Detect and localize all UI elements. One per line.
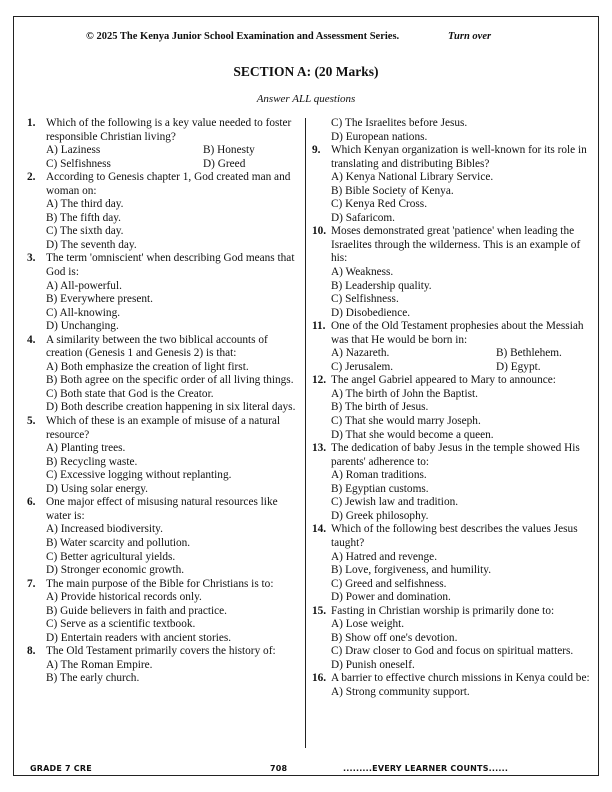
answer-option: C) Better agricultural yields. [46, 550, 176, 563]
question-stem [27, 252, 299, 279]
answer-option: D) Both describe creation happening in six literal days. [46, 401, 296, 414]
question-stem [27, 117, 299, 144]
answer-option: B) The birth of Jesus. [331, 401, 429, 414]
question-block [312, 523, 592, 604]
question-text: A similarity between the two biblical accounts of creation (Genesis 1 and Genesis 2) is that: [46, 333, 268, 360]
answer-option: C) The sixth day. [46, 225, 124, 238]
answer-option: A) Provide historical records only. [46, 591, 202, 604]
answer-option: C) Selfishness [46, 157, 111, 170]
question-text: The dedication of baby Jesus in the temple showed His parents' adherence to: [331, 442, 580, 468]
left-column [27, 117, 299, 686]
answer-option: D) Unchanging. [46, 320, 119, 333]
answer-option: C) Excessive logging without replanting. [46, 469, 232, 482]
turn-over-label: Turn over [448, 31, 492, 42]
question-text: A barrier to effective church missions in Kenya could be: [331, 672, 590, 685]
question-number: 12. [312, 374, 327, 387]
answer-option: A) Both emphasize the creation of light first. [46, 360, 249, 373]
question-stem [27, 496, 299, 523]
question-stem [312, 320, 592, 347]
answer-option: B) Everywhere present. [46, 293, 153, 306]
question-number: 14. [312, 523, 327, 536]
answer-option: A) Lose weight. [331, 618, 405, 631]
question-block [27, 252, 299, 333]
question-block [312, 374, 592, 442]
question-stem [27, 171, 299, 198]
question-stem [312, 523, 592, 550]
answer-option: D) Safaricom. [331, 211, 395, 224]
question-text: Which of these is an example of misuse of a natural resource? [46, 415, 281, 441]
answer-option: B) Recycling waste. [46, 455, 138, 468]
question-text: According to Genesis chapter 1, God created man and woman on: [46, 171, 291, 197]
answer-option: C) Kenya Red Cross. [331, 198, 428, 211]
question-number: 15. [312, 604, 327, 617]
question-number: 6. [27, 496, 36, 509]
answer-option: A) Laziness [46, 144, 101, 157]
question-text: One major effect of misusing natural resources like water is: [46, 496, 278, 522]
question-stem [312, 374, 592, 388]
answer-option: A) Planting trees. [46, 442, 126, 455]
question-block [27, 645, 299, 686]
answer-option: A) Hatred and revenge. [331, 550, 438, 563]
question-block [27, 415, 299, 496]
question-number: 2. [27, 171, 36, 184]
question-block [27, 578, 299, 646]
question-block [312, 225, 592, 320]
answer-option: A) The Roman Empire. [46, 658, 153, 671]
question-text: The main purpose of the Bible for Christians is to: [46, 577, 274, 590]
answer-option: D) Stronger economic growth. [46, 564, 185, 577]
question-number: 13. [312, 442, 327, 455]
answer-option: D) Egypt. [496, 360, 541, 373]
column-divider [305, 118, 306, 748]
answer-option: D) Using solar energy. [46, 482, 148, 495]
answer-option: A) Weakness. [331, 266, 394, 279]
question-text: Which Kenyan organization is well-known for its role in translating and distributing Bibles? [331, 144, 587, 170]
question-text: The angel Gabriel appeared to Mary to announce: [331, 374, 556, 387]
copyright-header: © 2025 The Kenya Junior School Examination and Assessment Series. [86, 31, 400, 42]
answer-option: C) Serve as a scientific textbook. [46, 618, 196, 631]
question-text: Fasting in Christian worship is primarily done to: [331, 604, 555, 617]
question-stem [312, 442, 592, 469]
question-block [312, 672, 592, 699]
answer-option: B) Water scarcity and pollution. [46, 536, 191, 549]
answer-option: D) European nations. [331, 130, 428, 143]
answer-option: D) Greed [203, 157, 246, 170]
answer-option-row [27, 158, 299, 172]
question-block [312, 117, 592, 144]
question-number: 5. [27, 415, 36, 428]
answer-option: A) The birth of John the Baptist. [331, 387, 478, 400]
question-block [312, 442, 592, 523]
answer-option: C) The Israelites before Jesus. [331, 117, 468, 129]
answer-option: C) Jewish law and tradition. [331, 496, 459, 509]
answer-option: A) All-powerful. [46, 279, 122, 292]
question-number: 4. [27, 333, 36, 346]
answer-option: C) Selfishness. [331, 293, 399, 306]
answer-option: C) Jerusalem. [331, 360, 394, 373]
question-block [27, 334, 299, 415]
section-title: SECTION A: (20 Marks) [233, 64, 379, 79]
question-block [27, 117, 299, 171]
answer-option: B) Egyptian customs. [331, 482, 429, 495]
question-stem [27, 645, 299, 659]
answer-option-row [312, 347, 592, 361]
answer-option: B) Bible Society of Kenya. [331, 184, 454, 197]
question-block [312, 320, 592, 374]
question-stem [27, 415, 299, 442]
answer-option: A) Roman traditions. [331, 469, 427, 482]
answer-option: D) The seventh day. [46, 238, 137, 251]
question-stem [312, 144, 592, 171]
question-number: 11. [312, 320, 326, 333]
question-text: One of the Old Testament prophesies about the Messiah was that He would be born in: [331, 320, 584, 346]
question-number: 3. [27, 252, 36, 265]
question-stem [312, 225, 592, 266]
question-stem [312, 605, 592, 619]
answer-option: B) Both agree on the specific order of all living things. [46, 374, 294, 387]
question-number: 1. [27, 117, 36, 129]
answer-option: B) The early church. [46, 672, 140, 685]
question-block [27, 171, 299, 252]
answer-option-row [27, 144, 299, 158]
answer-option: C) Greed and selfishness. [331, 577, 447, 590]
answer-option: B) The fifth day. [46, 211, 121, 224]
answer-option: C) All-knowing. [46, 306, 121, 319]
answer-option: C) That she would marry Joseph. [331, 415, 481, 428]
answer-option: A) Strong community support. [331, 685, 470, 698]
question-text: Which of the following is a key value needed to foster responsible Christian living? [46, 117, 292, 143]
answer-option: A) Increased biodiversity. [46, 523, 163, 536]
answer-option: D) That she would become a queen. [331, 428, 494, 441]
instruction: Answer ALL questions [256, 93, 356, 105]
answer-option: D) Punish oneself. [331, 658, 415, 671]
answer-option-row [312, 361, 592, 375]
question-number: 7. [27, 577, 36, 590]
question-number: 8. [27, 645, 36, 658]
right-column [312, 117, 592, 700]
question-number: 16. [312, 672, 327, 685]
question-text: The Old Testament primarily covers the history of: [46, 645, 276, 658]
answer-option: C) Draw closer to God and focus on spiritual matters. [331, 645, 574, 658]
question-stem [27, 334, 299, 361]
footer-motto: .........EVERY LEARNER COUNTS...... [343, 764, 509, 773]
answer-option: A) Kenya National Library Service. [331, 171, 494, 184]
question-text: Moses demonstrated great 'patience' when leading the Israelites through the wilderness. This is an example of his: [331, 225, 581, 265]
question-stem [27, 578, 299, 592]
answer-option: B) Show off one's devotion. [331, 631, 458, 644]
answer-option: C) Both state that God is the Creator. [46, 387, 214, 400]
question-block [312, 144, 592, 225]
question-block [312, 605, 592, 673]
answer-option: B) Guide believers in faith and practice. [46, 604, 227, 617]
question-text: Which of the following best describes the values Jesus taught? [331, 523, 578, 549]
footer-grade: GRADE 7 CRE [30, 764, 92, 773]
question-text: The term 'omniscient' when describing God means that God is: [46, 252, 295, 279]
footer-page-number: 708 [270, 764, 288, 773]
question-number: 10. [312, 225, 327, 238]
answer-option: D) Greek philosophy. [331, 509, 429, 522]
answer-option: D) Power and domination. [331, 591, 451, 604]
question-stem [312, 672, 592, 686]
answer-option: B) Honesty [203, 144, 255, 157]
answer-option: B) Love, forgiveness, and humility. [331, 564, 492, 577]
answer-option: A) The third day. [46, 198, 124, 211]
answer-option: D) Disobedience. [331, 306, 411, 319]
answer-option: B) Leadership quality. [331, 279, 432, 292]
question-number: 9. [312, 144, 321, 157]
answer-option: D) Entertain readers with ancient stories. [46, 631, 232, 644]
question-block [27, 496, 299, 577]
answer-option: B) Bethlehem. [496, 347, 562, 360]
answer-option: A) Nazareth. [331, 347, 390, 360]
